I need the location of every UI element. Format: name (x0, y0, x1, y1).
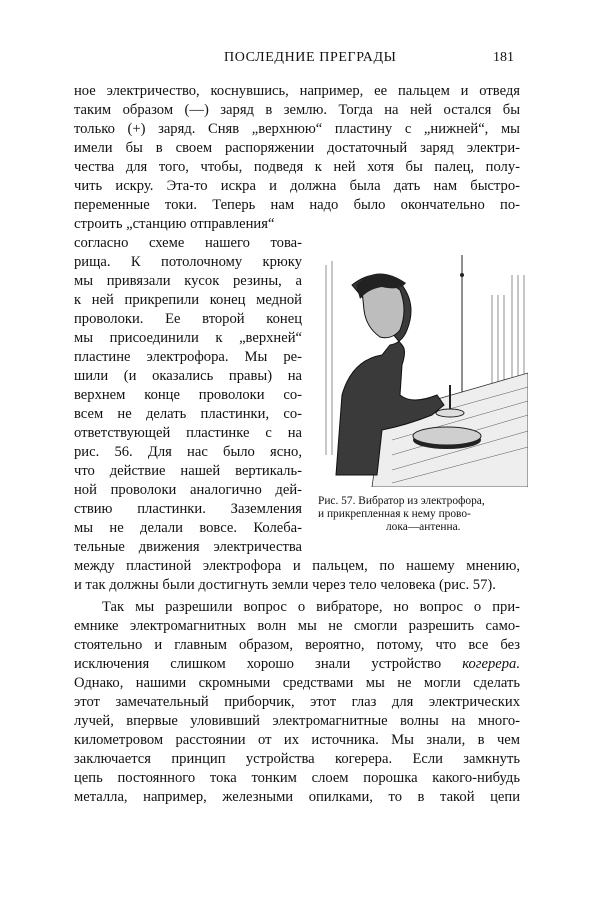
figure-caption (318, 495, 528, 534)
body-line: километровом расстоянии от их источника. Мы знали, в чем (74, 732, 520, 748)
body-line-with-italic (74, 655, 520, 674)
body-line: только (+) заряд. Сняв „верхнюю“ пластину с „нижней“, мы (74, 121, 520, 137)
body-line: между пластиной электрофора и пальцем, по нашему мнению, (74, 558, 520, 574)
body-text: исключения слишком хорошо знали устройство (74, 656, 463, 672)
body-line: чить искру. Эта-то искра и должна была дать нам быстро- (74, 178, 520, 194)
caption-line-2: и прикрепленная к нему прово- (318, 508, 471, 520)
body-line: ответствующей пластинке с на (74, 425, 302, 441)
body-line: чества для того, чтобы, подведя к ней хотя бы палец, полу- (74, 159, 520, 175)
body-line: к ней прикрепили конец медной (74, 292, 302, 308)
body-line: пластине электрофора. Мы ре- (74, 349, 302, 365)
body-line: шили (и оказались правы) на (74, 368, 302, 384)
body-line: лучей, впервые уловивший электромагнитные волны на много- (74, 713, 520, 729)
body-line: таким образом (—) заряд в землю. Тогда на ней остался бы (74, 102, 520, 118)
body-line: заключается принцип устройства когерера. Если замкнуть (74, 751, 520, 767)
body-line: что действие нашей вертикаль- (74, 463, 302, 479)
body-line: согласно схеме нашего това- (74, 235, 302, 251)
body-line: строить „станцию отправления“ (74, 216, 275, 232)
page-number: 181 (493, 50, 514, 65)
body-line: этот замечательный приборчик, этот глаз для электрических (74, 694, 520, 710)
body-line: мы не делали вовсе. Колеба- (74, 520, 302, 536)
italic-term: когерера. (462, 656, 520, 672)
caption-line-3: лока—антенна. (386, 521, 461, 533)
body-line: верхнем конце проволоки со- (74, 387, 302, 403)
body-line: мы привязали кусок резины, а (74, 273, 302, 289)
body-line: стоятельно и главным образом, вероятно, потому, что все без (74, 637, 520, 653)
body-line: Однако, нашими скромными средствами мы не могли сделать (74, 675, 520, 691)
body-line: переменные токи. Теперь нам надо было окончательно по- (74, 197, 520, 213)
body-line: цепь постоянного тока тонким слоем порошка какого-нибудь (74, 770, 520, 786)
running-title: ПОСЛЕДНИЕ ПРЕГРАДЫ (224, 50, 397, 65)
page-header (74, 50, 520, 70)
body-line: проволоки. Ее второй конец (74, 311, 302, 327)
body-line: рища. К потолочному крюку (74, 254, 302, 270)
figure-57-illustration (322, 255, 528, 487)
body-line: имели бы в своем распоряжении достаточный заряд электри- (74, 140, 520, 156)
body-line: мы присоединили к „верхней“ (74, 330, 302, 346)
body-line: всем не делать пластинки, со- (74, 406, 302, 422)
body-line: тельные движения электричества (74, 539, 302, 555)
caption-line-1: Рис. 57. Вибратор из электрофора, (318, 495, 485, 507)
body-line: Так мы разрешили вопрос о вибраторе, но вопрос о при- (102, 599, 520, 615)
body-line: емнике электромагнитных волн мы не смогли разрешить само- (74, 618, 520, 634)
body-line: металла, например, железными опилками, то в такой цепи (74, 789, 520, 805)
body-line: ной проволоки аналогично дей- (74, 482, 302, 498)
body-line: рис. 56. Для нас было ясно, (74, 444, 302, 460)
boy-with-electrophorus-drawing (322, 255, 528, 487)
body-line: ное электричество, коснувшись, например, ее пальцем и отведя (74, 83, 520, 99)
body-line: и так должны были достигнуть земли через тело человека (рис. 57). (74, 577, 496, 593)
body-line: ствию пластинки. Заземления (74, 501, 302, 517)
